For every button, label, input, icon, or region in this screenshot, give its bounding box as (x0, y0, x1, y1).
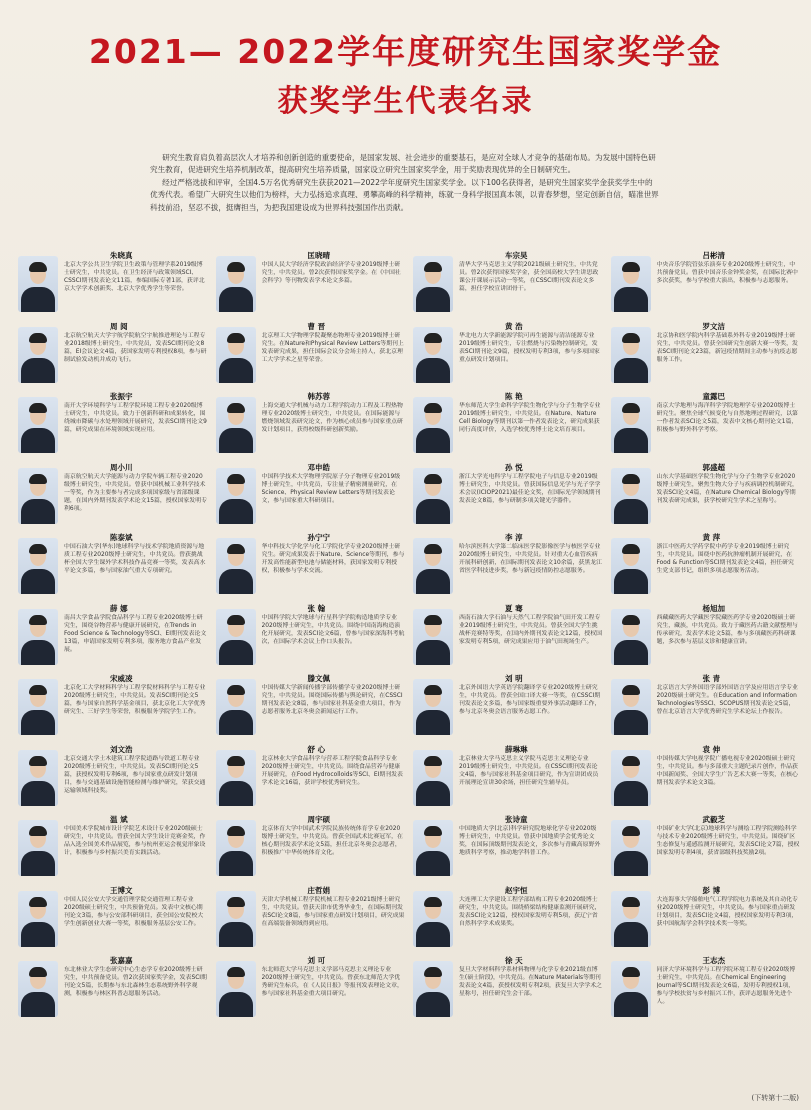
intro-paragraph: 经过严格选拔和评审，全国4.5万名优秀研究生获获2021—2022学年度研究生国家奖学金。以下100名获得者，是研究生国家奖学金获奖学生中的优秀代表。希望广大研究生以他们为榜样，大力弘扬追求真理、勇攀高峰的科学精神，练就一身科学报国真本领，以青春梦想，坚定创新自信，瞄准世界科技前沿，坚忍不拔，挺膺担当，为把我国建设成为世界科技强国作出贡献。 (150, 177, 659, 212)
student-name: 张诗童 (505, 815, 528, 824)
student-card (607, 953, 805, 1024)
student-card (409, 812, 607, 883)
student-name: 张振宇 (110, 392, 133, 401)
student-card (212, 389, 410, 460)
student-description: 南京航空航天大学能源与动力学院车辆工程专业2020级博士研究生，中共党员。曾获中国机械工业科学技术一等奖，作为主要参与者完成多项国家级与省部级课题，在国内外期刊发表学术论文15篇，授权国家发明专利6项。 (64, 473, 207, 512)
student-name: 武毅芝 (702, 815, 725, 824)
student-card (607, 812, 805, 883)
student-name: 王博文 (110, 885, 133, 895)
student-name: 黄 萍 (702, 533, 721, 542)
student-name: 罗文洁 (702, 321, 725, 331)
student-name: 周 阅 (110, 321, 128, 331)
student-description: 中国传媒大学电视学院广播电视专业2020级硕士研究生，中共党员。参与多部重大主题纪录片创作，作品获中国新闻奖、全国大学生广告艺术大赛一等奖，在核心期刊发表学术论文3篇。 (656, 755, 798, 786)
student-card (409, 742, 607, 813)
student-description: 天津大学机械工程学院机械工程专业2021级博士研究生，中共党员。曾获天津市优秀毕业生，在国际期刊发表SCI论文8篇，参与国家重点研发计划项目，研究成果在高端装备领域得到应用。 (261, 896, 405, 927)
student-description: 山东大学基础医学院生物化学与分子生物学专业2020级博士研究生，聚焦生物大分子与疾病调控机制研究，发表SCI论文4篇，在Nature Chemical Biology等期刊发表研究成果，获学校研究生学术之星称号。 (656, 473, 798, 504)
student-card (409, 883, 607, 954)
student-description: 南昌大学食品学院食品科学与工程专业2020级博士研究生，围绕谷物营养与健康开展研究，在Trends in Food Science & Technology等SCI、EI期刊发表论文13篇，申请国家发明专利多项，服务地方食品产业发展。 (64, 614, 207, 653)
student-photo (18, 609, 58, 665)
student-description: 中央音乐学院管弦乐演奏专业2020级博士研究生，中共预备党员。曾获中国音乐金钟奖金奖，在国际比赛中多次获奖，参与学校重大演出，积极参与志愿服务。 (656, 262, 798, 284)
student-photo (611, 538, 651, 594)
student-photo (413, 820, 453, 876)
student-photo (18, 750, 58, 806)
student-photo (413, 891, 453, 947)
student-name: 韩苏蓉 (307, 392, 330, 401)
student-name: 张 青 (702, 674, 721, 683)
student-name: 李 淳 (505, 533, 523, 542)
student-photo (611, 609, 651, 665)
student-name: 赵宇恒 (505, 885, 528, 895)
student-description: 浙江中医药大学药学院中药学专业2019级博士研究生，中共党员。围绕中医药抗肿瘤机制开展研究，在Food & Function等SCI期刊发表论文4篇，担任研究生党支部书记，组织多项志愿服务活动。 (656, 544, 794, 574)
student-name: 车宗昊 (505, 251, 528, 260)
student-card (409, 671, 607, 742)
student-photo (611, 468, 651, 524)
student-description: 大连理工大学建设工程学部结构工程专业2020级博士研究生，中共党员。围绕桥梁结构健康监测开展研究，发表SCI论文12篇，授权国家发明专利5项，获辽宁省自然科学学术成果奖。 (459, 896, 601, 927)
student-card (14, 742, 212, 813)
student-name: 舒 心 (307, 744, 326, 754)
student-description: 大连海事大学船舶电气工程学院电力系统及其自动化专业2020级博士研究生，中共党员。参与国家重点研发计划项目，发表SCI论文4篇，授权国家发明专利3项，获中国航海学会科学技术奖一等奖。 (656, 896, 798, 927)
student-name: 温 斌 (110, 815, 128, 824)
student-description: 南开大学环境科学与工程学院环境工程专业2020级博士研究生，中共党员。致力于创新科研和成果转化，围绕城市降碳与水处理领域开展研究，发表SCI期刊论文9篇，研究成果在环境领域实现应用。 (64, 403, 207, 433)
student-photo (611, 397, 651, 453)
student-description: 南京大学地理与海洋科学学院地理学专业2020级博士研究生。聚焦全球气候变化与自然地理过程研究，以第一作者发表SCI论文5篇，发表中文核心期刊论文1篇，积极参与野外科学考察。 (656, 403, 798, 433)
page-subtitle: 获奖学生代表名录 (277, 84, 534, 119)
intro-text (150, 152, 660, 214)
student-photo (18, 961, 58, 1017)
student-name: 朱晓真 (110, 251, 133, 260)
student-photo (216, 961, 256, 1017)
student-description: 北京化工大学材料科学与工程学院材料科学与工程专业2020级博士研究生，中共党员。发表SCI期刊论文5篇，参与国家自然科学基金项目，获北京化工大学优秀研究生、三好学生等荣誉，积极服务学院学生工作。 (64, 685, 206, 715)
student-card (14, 812, 212, 883)
student-description: 哈尔滨医科大学第二临床医学院影像医学与核医学专业2020级博士研究生，中共党员。针对重大心血管疾病开展科研创新，在国际期刊发表论文10余篇，获黑龙江省医学科技进步奖，参与新冠疫情防控志愿服务。 (459, 544, 602, 574)
student-card (14, 389, 212, 460)
student-photo (18, 327, 58, 383)
student-photo (611, 961, 651, 1017)
student-description: 北京协和医学院内科学基础系外科专业2019级博士研究生，中共党员。曾获全国研究生创新大赛一等奖，发表SCI期刊论文23篇，新冠疫情期间主动参与抗疫志愿服务工作。 (656, 332, 798, 363)
student-name: 庄哲娟 (307, 885, 330, 895)
student-name: 童露巴 (702, 392, 725, 401)
student-photo (413, 256, 453, 312)
student-description: 北京交通大学土木建筑工程学院道路与铁道工程专业2020级博士研究生，中共党员。发表SCI期刊论文5篇，获授权发明专利6项，参与国家重点研发计划项目，参与交通基础设施智能检测与维护研究，荣获交通运输领域科技奖。 (64, 755, 206, 794)
student-name: 袁 伸 (702, 744, 721, 754)
student-photo (611, 820, 651, 876)
student-photo (216, 679, 256, 735)
student-photo (18, 468, 58, 524)
student-description: 北京林业大学马克思主义学院马克思主义理论专业2019级博士研究生，中共党员。在CSSCI期刊发表论文4篇，参与国家社科基金项目研究，作为宣讲团成员开展理论宣讲30余场，担任研究生辅导员。 (459, 755, 599, 786)
student-description: 同济大学环境科学与工程学院环境工程专业2020级博士研究生，中共党员。在Chemical Engineering Journal等SCI期刊发表论文6篇，发明专利授权1项，参与学校扶贫与乡村振兴工作，获评志愿服务先进个人。 (656, 967, 796, 1005)
student-photo (18, 891, 58, 947)
student-description: 东北林业大学生态研究中心生态学专业2020级博士研究生，中共预备党员。曾2次获国家奖学金，发表SCI期刊论文5篇，长期参与东北森林生态系统野外科学观测，积极参与林区科普志愿服务活动。 (64, 967, 207, 997)
student-card (409, 530, 607, 601)
student-card (409, 953, 607, 1024)
student-description: 中国美术学院城市设计学院艺术设计专业2020级硕士研究生，中共党员。曾获全国大学生设计竞赛金奖，作品入选全国美术作品展览，参与杭州亚运会视觉形象设计，积极参与乡村振兴美育实践活动。 (64, 826, 206, 856)
student-description: 北京航空航天大学宇航学院航空宇航推进理论与工程专业2018级博士研究生，中共党员，发表SCI期刊论文8篇，EI会议论文4篇，获国家发明专利授权8项，参与研制试验发动机并成功飞行。 (64, 332, 207, 363)
student-name: 匡晓晴 (307, 251, 330, 260)
student-description: 西藏藏医药大学藏医学院藏医药学专业2020级硕士研究生，藏族，中共党员。致力于藏医药古籍文献整理与传承研究，发表学术论文5篇，参与多项藏医药科研课题，多次参与基层义诊和健康宣讲。 (656, 614, 798, 645)
student-name: 薛 娜 (110, 603, 128, 613)
student-name: 黄 浩 (505, 321, 523, 331)
student-card (14, 248, 212, 319)
student-description: 华北电力大学新能源学院可再生能源与清洁能源专业2019级博士研究生，专注燃烧与污染物控制研究，发表SCI期刊论文9篇，授权发明专利3项，参与多项国家重点研发计划项目。 (459, 332, 600, 363)
student-name: 彭 博 (702, 885, 721, 895)
student-name: 薛琳琳 (505, 744, 528, 754)
student-card (607, 319, 805, 390)
student-card (607, 530, 805, 601)
student-description: 西南石油大学石油与天然气工程学院油气田开发工程专业2019级博士研究生，中共党员。曾获全国大学生挑战杯竞赛特等奖，在国内外期刊发表论文12篇，授权国家发明专利5项，研究成果应用于油气田现场生产。 (459, 614, 602, 645)
student-name: 王志杰 (702, 956, 725, 965)
student-card (14, 883, 212, 954)
student-photo (413, 327, 453, 383)
student-description: 中国传媒大学新闻传播学部传播学专业2020级博士研究生，中共党员。围绕国际传播与舆论研究，在CSSCI期刊发表论文8篇，参与国家社科基金重大项目，作为志愿者服务北京冬奥会新闻运行工作。 (261, 685, 403, 715)
student-name: 陈 艳 (505, 392, 523, 401)
student-photo (216, 891, 256, 947)
student-card (212, 248, 410, 319)
student-description: 上海交通大学机械与动力工程学院动力工程及工程热物理专业2020级博士研究生，中共党员。在国际能源与燃烧领域发表研究论文，作为核心成员参与国家重点研发计划项目，获得校级科研创新奖励。 (261, 403, 403, 433)
student-photo (18, 397, 58, 453)
student-card (212, 319, 410, 390)
student-description: 中国矿业大学(北京)地球科学与测绘工程学院测绘科学与技术专业2020级博士研究生，中共党员。围绕矿区生态修复与遥感监测开展研究，发表SCI论文7篇，授权国家发明专利4项，获省部级科技奖励2项。 (656, 826, 800, 856)
student-card (14, 671, 212, 742)
student-name: 张 翰 (307, 603, 326, 613)
student-card (409, 319, 607, 390)
student-card (409, 460, 607, 531)
student-card (212, 601, 410, 672)
student-description: 北京大学公共卫生学院卫生政策与管理学系2019级博士研究生，中共党员。在卫生经济与政策领域SCI、CSSCI期刊发表论文11篇，参编国际专著1部，获评北京大学学术创新奖、北京大学优秀学生等荣誉。 (64, 262, 205, 292)
student-photo (216, 609, 256, 665)
student-grid (14, 248, 804, 1094)
student-photo (413, 609, 453, 665)
student-name: 陈泰斌 (110, 533, 133, 542)
student-card (14, 601, 212, 672)
student-photo (216, 327, 256, 383)
student-name: 刘 明 (505, 674, 523, 683)
student-name: 夏 骞 (505, 603, 523, 613)
student-description: 北京理工大学物理学院凝聚态物理专业2019级博士研究生。在Nature和Physical Review Letters等期刊上发表研究成果，担任国际会议分会场主持人，获北京理工大学学术之星等荣誉。 (261, 332, 404, 363)
student-name: 滕文佩 (307, 674, 330, 683)
student-photo (18, 820, 58, 876)
student-photo (413, 397, 453, 453)
student-description: 复旦大学材料科学系材料物理与化学专业2021级直博生(硕士阶段)，中共党员。在Nature Materials等期刊发表论文4篇，获授权发明专利2项，获复旦大学学术之星称号，担任研究生会干部。 (459, 967, 602, 997)
student-description: 北京语言大学外国语学部外国语言学及应用语言学专业2020级硕士研究生。在Education and Information Technologies等SSCI、SCOPUS期刊发表论文5篇，曾在北京语言大学优秀研究生学术论坛上作报告。 (656, 685, 798, 715)
intro-paragraph: 研究生教育肩负着高层次人才培养和创新创造的重要使命，是国家发展、社会进步的重要基石，是应对全球人才竞争的基础布局。为发展中国特色研究生教育，促进研究生培养机制改革，提高研究生培养质量，国家设立研究生国家奖学金，用于奖励表现优异的全日制研究生。 (150, 153, 656, 175)
student-name: 孙 悦 (505, 462, 523, 472)
student-photo (611, 891, 651, 947)
student-name: 孙宁宁 (307, 533, 330, 542)
student-photo (216, 750, 256, 806)
student-photo (611, 750, 651, 806)
student-card (607, 742, 805, 813)
continued-note: (下转第十二版) (751, 1094, 799, 1102)
student-card (607, 883, 805, 954)
student-card (212, 530, 410, 601)
student-photo (413, 679, 453, 735)
student-name: 杨旭加 (702, 603, 725, 613)
student-card (607, 601, 805, 672)
student-photo (216, 538, 256, 594)
student-description: 浙江大学光电科学与工程学院电子与信息专业2019级博士研究生，中共党员。曾获国际信息光学与光子学学术会议(ICIOP2021)最佳论文奖，在国际光学领域期刊发表论文8篇，参与研制多项关键光学器件。 (459, 473, 601, 504)
student-name: 邓申皓 (307, 462, 330, 472)
student-description: 中国石油大学(华东)地球科学与技术学院地质资源与地质工程专业2020级博士研究生，中共党员。曾获挑战杯全国大学生课外学术科技作品竞赛一等奖，发表高水平论文多篇，参与国家油气重大专项研究。 (64, 544, 206, 574)
student-card (409, 248, 607, 319)
student-name: 曹 晋 (307, 321, 326, 331)
student-card (212, 460, 410, 531)
student-photo (216, 256, 256, 312)
student-card (409, 389, 607, 460)
student-photo (18, 679, 58, 735)
student-name: 周宇硕 (307, 815, 330, 824)
student-name: 刘文浩 (110, 744, 133, 754)
student-photo (216, 397, 256, 453)
student-photo (18, 256, 58, 312)
student-description: 中国地质大学(北京)科学研究院地球化学专业2020级博士研究生，中共党员。曾获中国地质学会优秀论文奖，在国际顶级期刊发表论文，多次参与青藏高原野外地质科学考察，推动地学科普工作。 (459, 826, 601, 856)
student-description: 中国人民公安大学交通管理学院交通管理工程专业2020级硕士研究生，中共预备党员。发表中文核心期刊论文3篇，参与公安部科研项目，获全国公安院校大学生创新创业大赛一等奖，积极服务基层公安工作。 (64, 896, 204, 927)
page-title: 2021— 2022学年度研究生国家奖学金 (88, 32, 723, 71)
student-card (607, 671, 805, 742)
student-card (14, 530, 212, 601)
student-name: 张嘉嘉 (110, 956, 133, 965)
student-photo (611, 327, 651, 383)
student-name: 吕彬清 (702, 251, 725, 260)
student-description: 清华大学马克思主义学院2021级硕士研究生，中共党员。曾2次获得国家奖学金，获全国高校大学生讲思政课公开课展示活动一等奖，在CSSCI期刊发表论文多篇，担任学校宣讲团骨干。 (459, 262, 599, 292)
student-description: 华中科技大学化学与化工学院化学专业2020级博士研究生。研究成果发表于Nature、Science等期刊，参与开发高性能新型电池与储能材料，获国家发明专利授权，积极参与学术交流。 (261, 544, 405, 574)
student-description: 中国科学院大学地球与行星科学学院构造地质学专业2020级博士研究生，中共党员。围绕中国南海构造演化开展研究，发表SCI论文6篇，曾参与国家深海科考航次，在国际学术会议上作口头报告。 (261, 614, 405, 645)
student-photo (18, 538, 58, 594)
student-name: 徐 天 (505, 956, 523, 965)
student-card (14, 460, 212, 531)
student-card (212, 953, 410, 1024)
student-photo (413, 538, 453, 594)
student-name: 郭盛超 (702, 462, 725, 472)
student-description: 北京外国语大学英语学院翻译学专业2020级博士研究生，中共党员。曾获全国口译大赛一等奖，在CSSCI期刊发表论文多篇，参与国家级重要外事活动翻译工作，参与北京冬奥会语言服务志愿工作。 (459, 685, 601, 715)
student-name: 周小川 (110, 462, 133, 472)
student-photo (611, 256, 651, 312)
student-photo (216, 468, 256, 524)
student-photo (216, 820, 256, 876)
student-card (607, 389, 805, 460)
student-name: 刘 可 (307, 956, 326, 965)
student-card (14, 953, 212, 1024)
student-card (212, 742, 410, 813)
student-description: 中国人民大学经济学院政治经济学专业2019级博士研究生，中共党员。曾2次获得国家奖学金。在《中国社会科学》等刊物发表学术论文多篇。 (261, 262, 401, 284)
student-card (212, 883, 410, 954)
student-name: 宋威凌 (110, 674, 133, 683)
student-description: 北京林业大学食品科学与营养工程学院食品科学专业2020级博士研究生，中共党员。围绕食品营养与健康开展研究，在Food Hydrocolloids等SCI、EI期刊发表学术论文16篇，获评学校优秀研究生。 (261, 755, 403, 786)
student-description: 华东师范大学生命科学学院生物化学与分子生物学专业2019级博士研究生，中共党员。在Nature、Nature Cell Biology等期刊以第一作者发表论文，研究成果获同行高度评价，入选学校优秀博士论文培育项目。 (459, 403, 601, 433)
student-description: 中国科学技术大学物理学院原子分子物理专业2019级博士研究生，中共党员，专注量子精密测量研究，在Science、Physical Review Letters等期刊发表论文，参与国家重大科研项目。 (261, 473, 401, 504)
student-card (212, 812, 410, 883)
student-photo (413, 750, 453, 806)
student-photo (611, 679, 651, 735)
student-card (607, 460, 805, 531)
student-description: 东北师范大学马克思主义学部马克思主义理论专业2020级博士研究生，中共党员。曾获东北师范大学优秀研究生标兵，在《人民日报》等报刊发表理论文章，参与国家社科基金重大项目研究。 (261, 967, 403, 997)
student-card (212, 671, 410, 742)
student-card (14, 319, 212, 390)
student-card (607, 248, 805, 319)
student-photo (413, 468, 453, 524)
student-card (409, 601, 607, 672)
student-description: 北京体育大学中国武术学院民族传统体育学专业2020级博士研究生，中共党员。曾获全国武术比赛冠军，在核心期刊发表学术论文5篇，担任北京冬奥会志愿者，积极推广中华传统体育文化。 (261, 826, 403, 856)
student-photo (413, 961, 453, 1017)
